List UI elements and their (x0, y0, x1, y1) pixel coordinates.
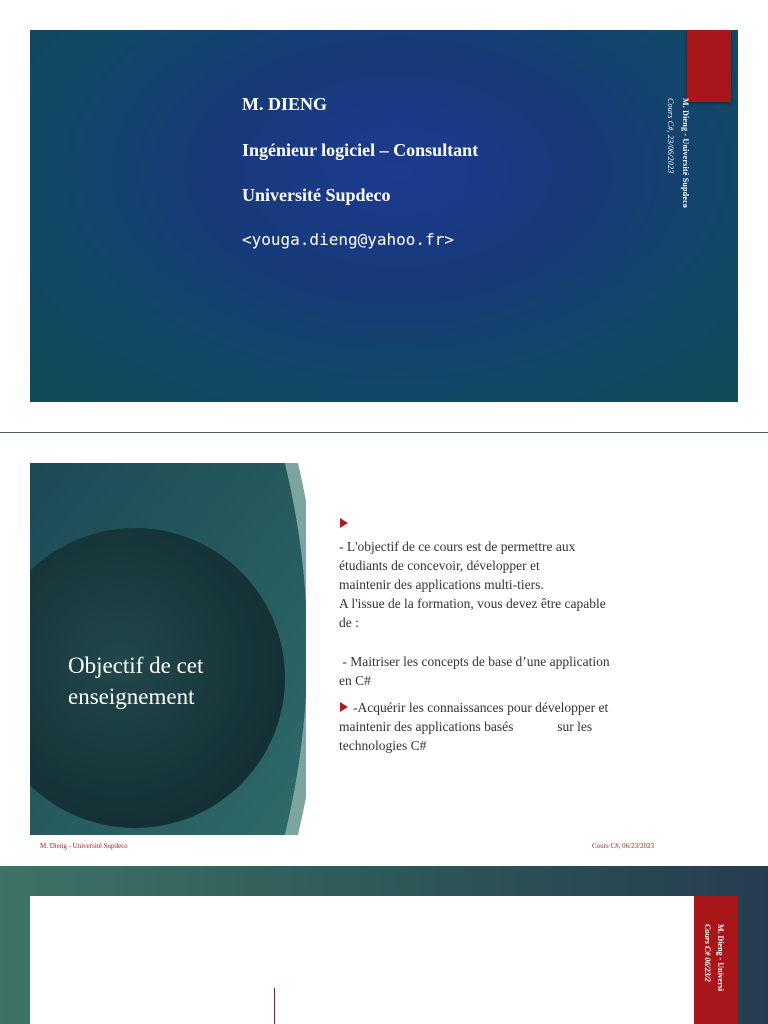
skill-paragraph-2 (339, 698, 608, 755)
author-university: Université Supdeco (242, 185, 391, 205)
objective-line-2: étudiants de concevoir, développer et (339, 558, 540, 573)
slide-1 (30, 30, 738, 402)
author-role: Ingénieur logiciel – Consultant (242, 140, 479, 160)
slide-3-divider-line (274, 988, 275, 1024)
author-name: M. DIENG (242, 94, 327, 114)
decorative-curve-panel (30, 463, 306, 835)
slide-3-side-author: M. Dieng - Universi (716, 924, 725, 992)
objective-line-3: maintenir des applications multi-tiers. (339, 577, 544, 592)
red-accent-tab (687, 30, 731, 102)
skill-2-line-2: maintenir des applications basés sur les (339, 719, 593, 734)
slide-2-footer-author: M. Dieng - Université Supdeco (40, 842, 128, 850)
author-email: <youga.dieng@yahoo.fr> (242, 230, 454, 249)
objective-line-4: A l'issue de la formation, vous devez être capable (339, 596, 606, 611)
objective-line-5: de : (339, 615, 359, 630)
page-divider (0, 432, 768, 433)
bullet-triangle-icon (340, 518, 348, 528)
slide-3 (0, 866, 768, 1024)
slide-3-content-area (30, 896, 694, 1024)
slide-2-title-line-1: Objectif de cet (68, 653, 204, 678)
objective-paragraph (339, 537, 606, 632)
slide-2-title-panel (30, 463, 306, 835)
slide-2-footer-course: Cours C#, 06/23/2023 (592, 842, 655, 850)
objective-line-1: - L'objectif de ce cours est de permettre aux (339, 539, 576, 554)
skill-1-line-1: - Maitriser les concepts de base d’une application (339, 654, 610, 669)
skill-1-line-2: en C# (339, 673, 371, 688)
slide-3-side-course: Cours C# 06/23/2 (703, 924, 712, 982)
slide-2-title (68, 650, 288, 712)
skill-paragraph-1 (339, 652, 610, 690)
slide-side-course: Cours C#, 23/06/2023 (666, 98, 675, 174)
skill-2-line-1: -Acquérir les connaissances pour développer et (353, 700, 609, 715)
skill-2-line-3: technologies C# (339, 738, 427, 753)
slide-side-author: M. Dieng - Université Supdeco (681, 98, 690, 209)
slide-2-title-line-2: enseignement (68, 684, 195, 709)
